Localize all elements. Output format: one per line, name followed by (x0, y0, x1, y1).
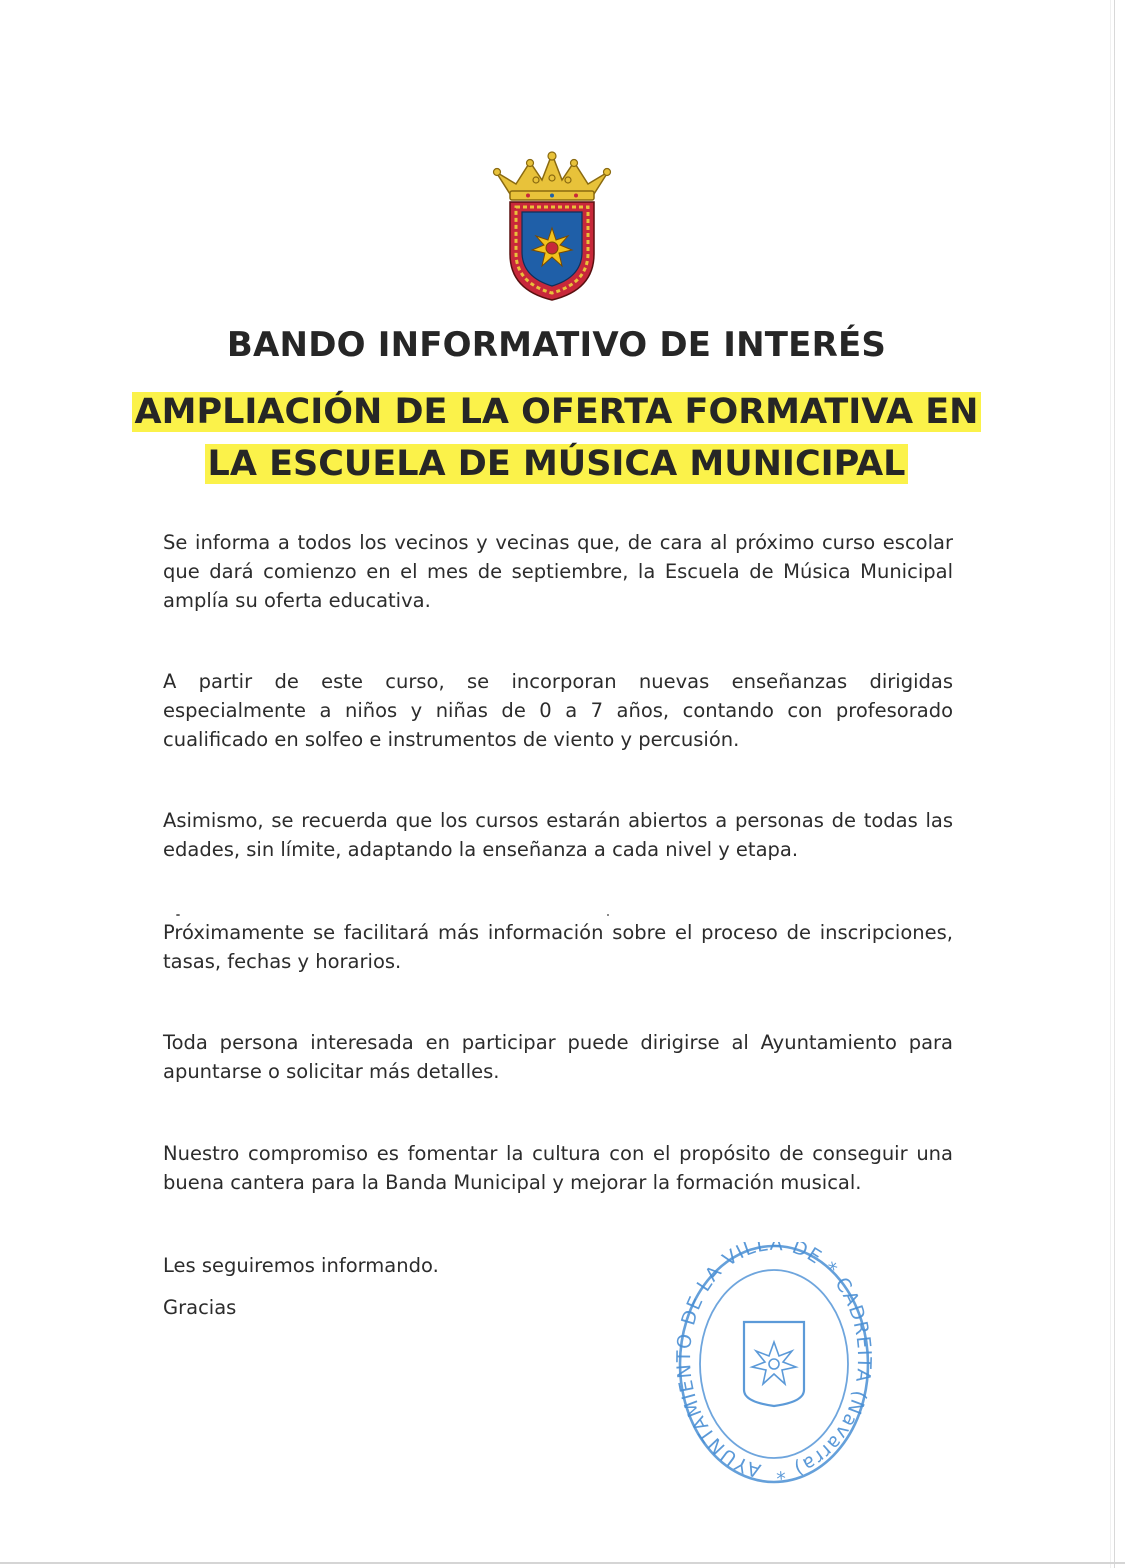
municipal-stamp-icon (676, 1242, 872, 1488)
scan-speck (607, 914, 609, 916)
paragraph-4: Próximamente se facilitará más información sobre el proceso de inscripciones, tasas, fechas y horarios. (163, 921, 953, 973)
closing-line: Les seguiremos informando. (163, 1254, 439, 1277)
page-edge (1114, 0, 1115, 1568)
highlighted-subtitle (0, 386, 1113, 490)
paragraph-2: A partir de este curso, se incorporan nuevas enseñanzas dirigidas especialmente a niños y niñas de 0 a 7 años, contando con profesorado cualificado en solfeo e instrumentos de viento y percusión. (163, 670, 953, 751)
paragraph-3: Asimismo, se recuerda que los cursos estarán abiertos a personas de todas las edades, sin límite, adaptando la enseñanza a cada nivel y etapa. (163, 809, 953, 861)
crown-icon (494, 152, 611, 200)
page-edge-inner (1110, 0, 1111, 1568)
svg-text:AYUNTAMIENTO DE LA VILLA DE *: AYUNTAMIE DE LA VILLA DE * CADR (Navarra) * (676, 1242, 872, 1484)
paragraph-1: Se informa a todos los vecinos y vecinas que, de cara al próximo curso escolar que dará comienzo en el mes de septiembre, la Escuela de Música Municipal amplía su oferta educativa. (163, 531, 953, 612)
page-edge-bottom (0, 1562, 1125, 1564)
subtitle-line-1: AMPLIACIÓN DE LA OFERTA FORMATIVA EN (132, 392, 982, 432)
signoff: Gracias (163, 1296, 237, 1319)
coat-of-arms-icon (488, 150, 616, 302)
paragraph-6: Nuestro compromiso es fomentar la cultura con el propósito de conseguir una buena cantera para la Banda Municipal y mejorar la formación musical. (163, 1142, 953, 1194)
subtitle-line-2: LA ESCUELA DE MÚSICA MUNICIPAL (205, 444, 909, 484)
paragraph-5: Toda persona interesada en participar puede dirigirse al Ayuntamiento para apuntarse o solicitar más detalles. (163, 1031, 953, 1083)
page-title: BANDO INFORMATIVO DE INTERÉS (226, 325, 887, 365)
scan-speck (176, 914, 180, 916)
